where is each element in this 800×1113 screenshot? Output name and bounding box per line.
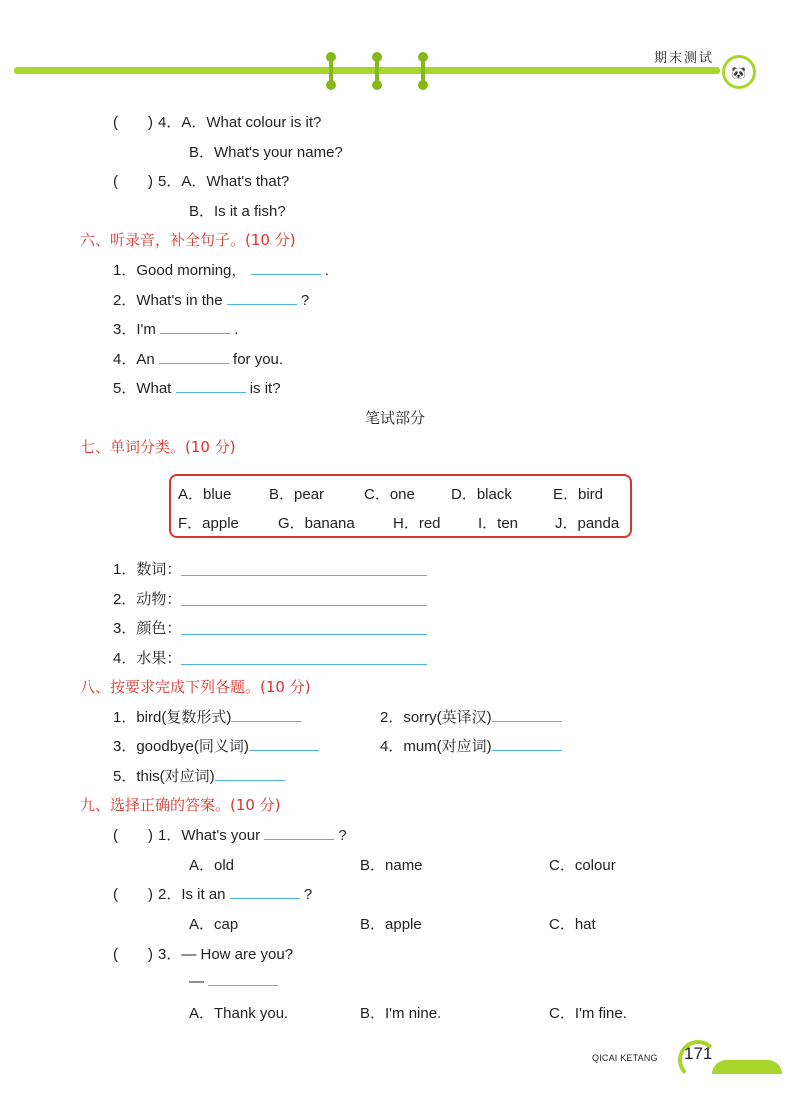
- sentence-prefix: 2．What's in the: [113, 292, 223, 309]
- binder-peg-dot: [372, 52, 382, 62]
- answer-paren[interactable]: ( ): [113, 827, 153, 844]
- answer-blank[interactable]: [208, 972, 278, 986]
- footer-brand: QICAI KETANG: [592, 1053, 658, 1063]
- answer-paren[interactable]: ( ): [113, 946, 153, 963]
- word-option: D．black: [451, 486, 512, 503]
- task-label: 5．this(对应词): [113, 768, 215, 785]
- answer-paren[interactable]: ( ): [113, 886, 153, 903]
- category-label: 2．动物：: [113, 591, 182, 608]
- choice-option[interactable]: B．I'm nine.: [360, 1005, 442, 1022]
- sentence-prefix: 4．An: [113, 351, 155, 368]
- answer-blank[interactable]: [264, 826, 334, 840]
- question-4-option-a: 4．A．What colour is it?: [158, 114, 322, 131]
- task-item: [380, 735, 562, 756]
- sentence-prefix: 5．What: [113, 380, 172, 397]
- answer-line[interactable]: [181, 649, 427, 665]
- choice-option[interactable]: A．old: [189, 857, 235, 874]
- choice-option[interactable]: C．colour: [549, 857, 616, 874]
- word-option: H．red: [393, 515, 441, 532]
- question-suffix: ?: [303, 886, 313, 903]
- sentence-2: [113, 289, 309, 310]
- answer-line[interactable]: [181, 560, 427, 576]
- task-label: 1．bird(复数形式): [113, 709, 232, 726]
- answer-blank[interactable]: [215, 767, 285, 781]
- task-label: 4．mum(对应词): [380, 738, 492, 755]
- choice-option[interactable]: C．I'm fine.: [549, 1005, 627, 1022]
- task-item: [113, 765, 285, 786]
- answer-blank[interactable]: [160, 320, 230, 334]
- answer-blank[interactable]: [227, 291, 297, 305]
- task-item: [113, 735, 319, 756]
- word-option: G．banana: [278, 515, 355, 532]
- task-label: 2．sorry(英译汉): [380, 709, 492, 726]
- answer-line[interactable]: [181, 619, 427, 635]
- reply-line: [189, 972, 278, 990]
- word-option: C．one: [364, 486, 415, 503]
- choice-option[interactable]: C．hat: [549, 916, 596, 933]
- sentence-3: [113, 318, 238, 339]
- sentence-suffix: .: [234, 321, 239, 338]
- question-1: [158, 824, 347, 845]
- sentence-1: [113, 259, 329, 280]
- task-item: [113, 706, 301, 727]
- sentence-prefix: 1．Good morning，: [113, 262, 247, 279]
- answer-blank[interactable]: [159, 350, 229, 364]
- written-part-heading: 笔试部分: [365, 409, 426, 427]
- page-number: 171: [684, 1044, 713, 1063]
- answer-blank[interactable]: [492, 708, 562, 722]
- category-label: 1．数词：: [113, 561, 182, 578]
- panda-logo-icon: 🐼: [722, 55, 756, 89]
- choice-option[interactable]: A．Thank you.: [189, 1005, 289, 1022]
- sentence-prefix: 3．I'm: [113, 321, 156, 338]
- sentence-suffix: ?: [300, 292, 310, 309]
- dash: —: [189, 973, 204, 990]
- answer-blank[interactable]: [176, 379, 246, 393]
- word-option: B．pear: [269, 486, 325, 503]
- section-6-title: 六、听录音，补全句子。(10 分): [80, 231, 296, 249]
- question-4-option-b: B．What's your name?: [189, 144, 343, 161]
- sentence-suffix: is it?: [249, 380, 281, 397]
- choice-option[interactable]: B．name: [360, 857, 423, 874]
- question-text: 1．What's your: [158, 827, 261, 844]
- answer-blank[interactable]: [492, 737, 562, 751]
- binder-peg-dot: [418, 52, 428, 62]
- answer-line[interactable]: [181, 590, 427, 606]
- binder-peg-dot: [326, 52, 336, 62]
- section-9-title: 九、选择正确的答案。(10 分): [80, 796, 281, 814]
- answer-blank[interactable]: [251, 261, 321, 275]
- task-item: [380, 706, 562, 727]
- choice-option[interactable]: A．cap: [189, 916, 239, 933]
- sentence-suffix: .: [324, 262, 329, 279]
- choice-option[interactable]: B．apple: [360, 916, 422, 933]
- word-option: F．apple: [178, 515, 239, 532]
- word-option: I．ten: [478, 515, 519, 532]
- sentence-4: [113, 348, 283, 369]
- question-5-option-b: B．Is it a fish?: [189, 203, 286, 220]
- binder-peg-dot: [372, 80, 382, 90]
- sentence-suffix: for you.: [233, 351, 284, 368]
- binder-peg-dot: [418, 80, 428, 90]
- question-text: 2．Is it an: [158, 886, 226, 903]
- category-label: 3．颜色：: [113, 620, 182, 637]
- word-option: E．bird: [553, 486, 604, 503]
- answer-blank[interactable]: [231, 708, 301, 722]
- question-3: 3．— How are you?: [158, 946, 294, 963]
- answer-paren[interactable]: ( ): [113, 173, 153, 190]
- answer-blank[interactable]: [230, 885, 300, 899]
- header-title: 期末测试: [654, 51, 715, 66]
- answer-blank[interactable]: [249, 737, 319, 751]
- word-option: J．panda: [555, 515, 620, 532]
- answer-paren[interactable]: ( ): [113, 114, 153, 131]
- binder-peg-dot: [326, 80, 336, 90]
- question-5-option-a: 5．A．What's that?: [158, 173, 290, 190]
- question-2: [158, 883, 312, 904]
- category-label: 4．水果：: [113, 650, 182, 667]
- section-8-title: 八、按要求完成下列各题。(10 分): [80, 678, 311, 696]
- question-suffix: ?: [338, 827, 347, 844]
- task-label: 3．goodbye(同义词): [113, 738, 249, 755]
- header-bar: [14, 67, 720, 74]
- footer-swoosh: [712, 1060, 782, 1074]
- sentence-5: [113, 377, 281, 398]
- word-option: A．blue: [178, 486, 232, 503]
- section-7-title: 七、单词分类。(10 分): [80, 438, 236, 456]
